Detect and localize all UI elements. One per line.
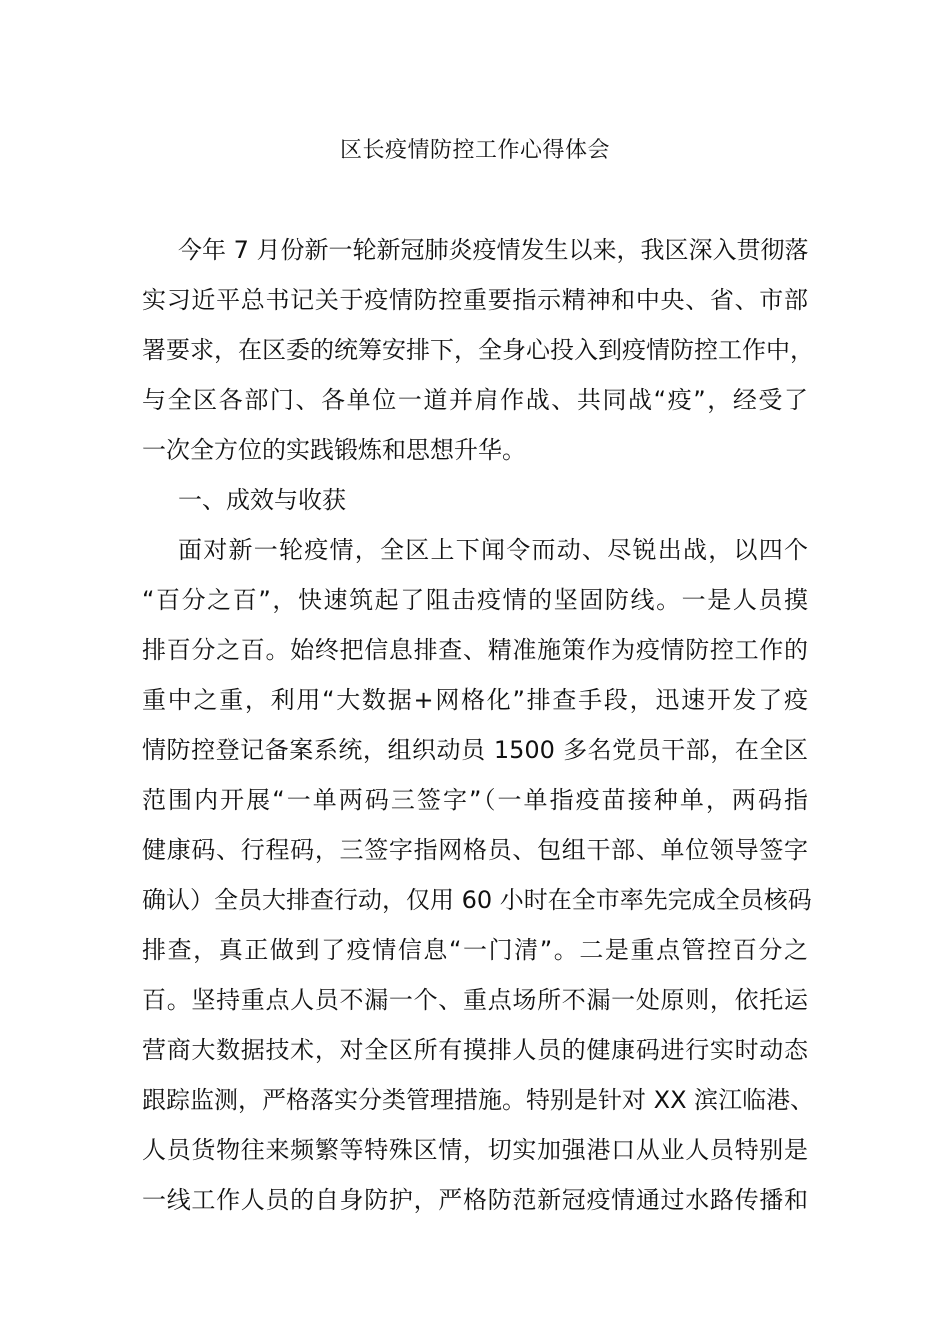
paragraph-line: 人员货物往来频繁等特殊区情，切实加强港口从业人员特别是 [142,1136,808,1164]
paragraph-line: 署要求，在区委的统筹安排下，全身心投入到疫情防控工作中， [142,336,814,364]
paragraph-line: 健康码、行程码，三签字指网格员、包组干部、单位领导签字 [142,836,808,864]
paragraph-line: “百分之百”，快速筑起了阻击疫情的坚固防线。一是人员摸 [142,586,808,614]
paragraph-line: 实习近平总书记关于疫情防控重要指示精神和中央、省、市部 [142,286,808,314]
paragraph-line: 营商大数据技术，对全区所有摸排人员的健康码进行实时动态 [142,1036,808,1064]
paragraph-line: 一线工作人员的自身防护，严格防范新冠疫情通过水路传播和 [142,1186,808,1214]
paragraph-line: 范围内开展“一单两码三签字”（一单指疫苗接种单，两码指 [142,786,808,814]
paragraph-line: 确认）全员大排查行动，仅用 60 小时在全市率先完成全员核码 [142,886,812,914]
paragraph-line: 今年 7 月份新一轮新冠肺炎疫情发生以来，我区深入贯彻落 [178,236,809,264]
paragraph-line: 与全区各部门、各单位一道并肩作战、共同战“疫”，经受了 [142,386,808,414]
paragraph-line: 排百分之百。始终把信息排查、精准施策作为疫情防控工作的 [142,636,808,664]
paragraph-line: 跟踪监测，严格落实分类管理措施。特别是针对 XX 滨江临港、 [142,1086,815,1114]
paragraph-line: 面对新一轮疫情，全区上下闻令而动、尽锐出战，以四个 [178,536,808,564]
paragraph-line: 情防控登记备案系统，组织动员 1500 多名党员干部，在全区 [142,736,808,764]
paragraph-line: 重中之重，利用“大数据+网格化”排查手段，迅速开发了疫 [142,686,808,714]
paragraph-line: 百。坚持重点人员不漏一个、重点场所不漏一处原则，依托运 [142,986,808,1014]
paragraph-line: 一次全方位的实践锻炼和思想升华。 [142,436,526,464]
paragraph-line: 排查，真正做到了疫情信息“一门清”。二是重点管控百分之 [142,936,808,964]
document-title: 区长疫情防控工作心得体会 [339,138,610,163]
section-heading: 一、成效与收获 [178,486,346,514]
